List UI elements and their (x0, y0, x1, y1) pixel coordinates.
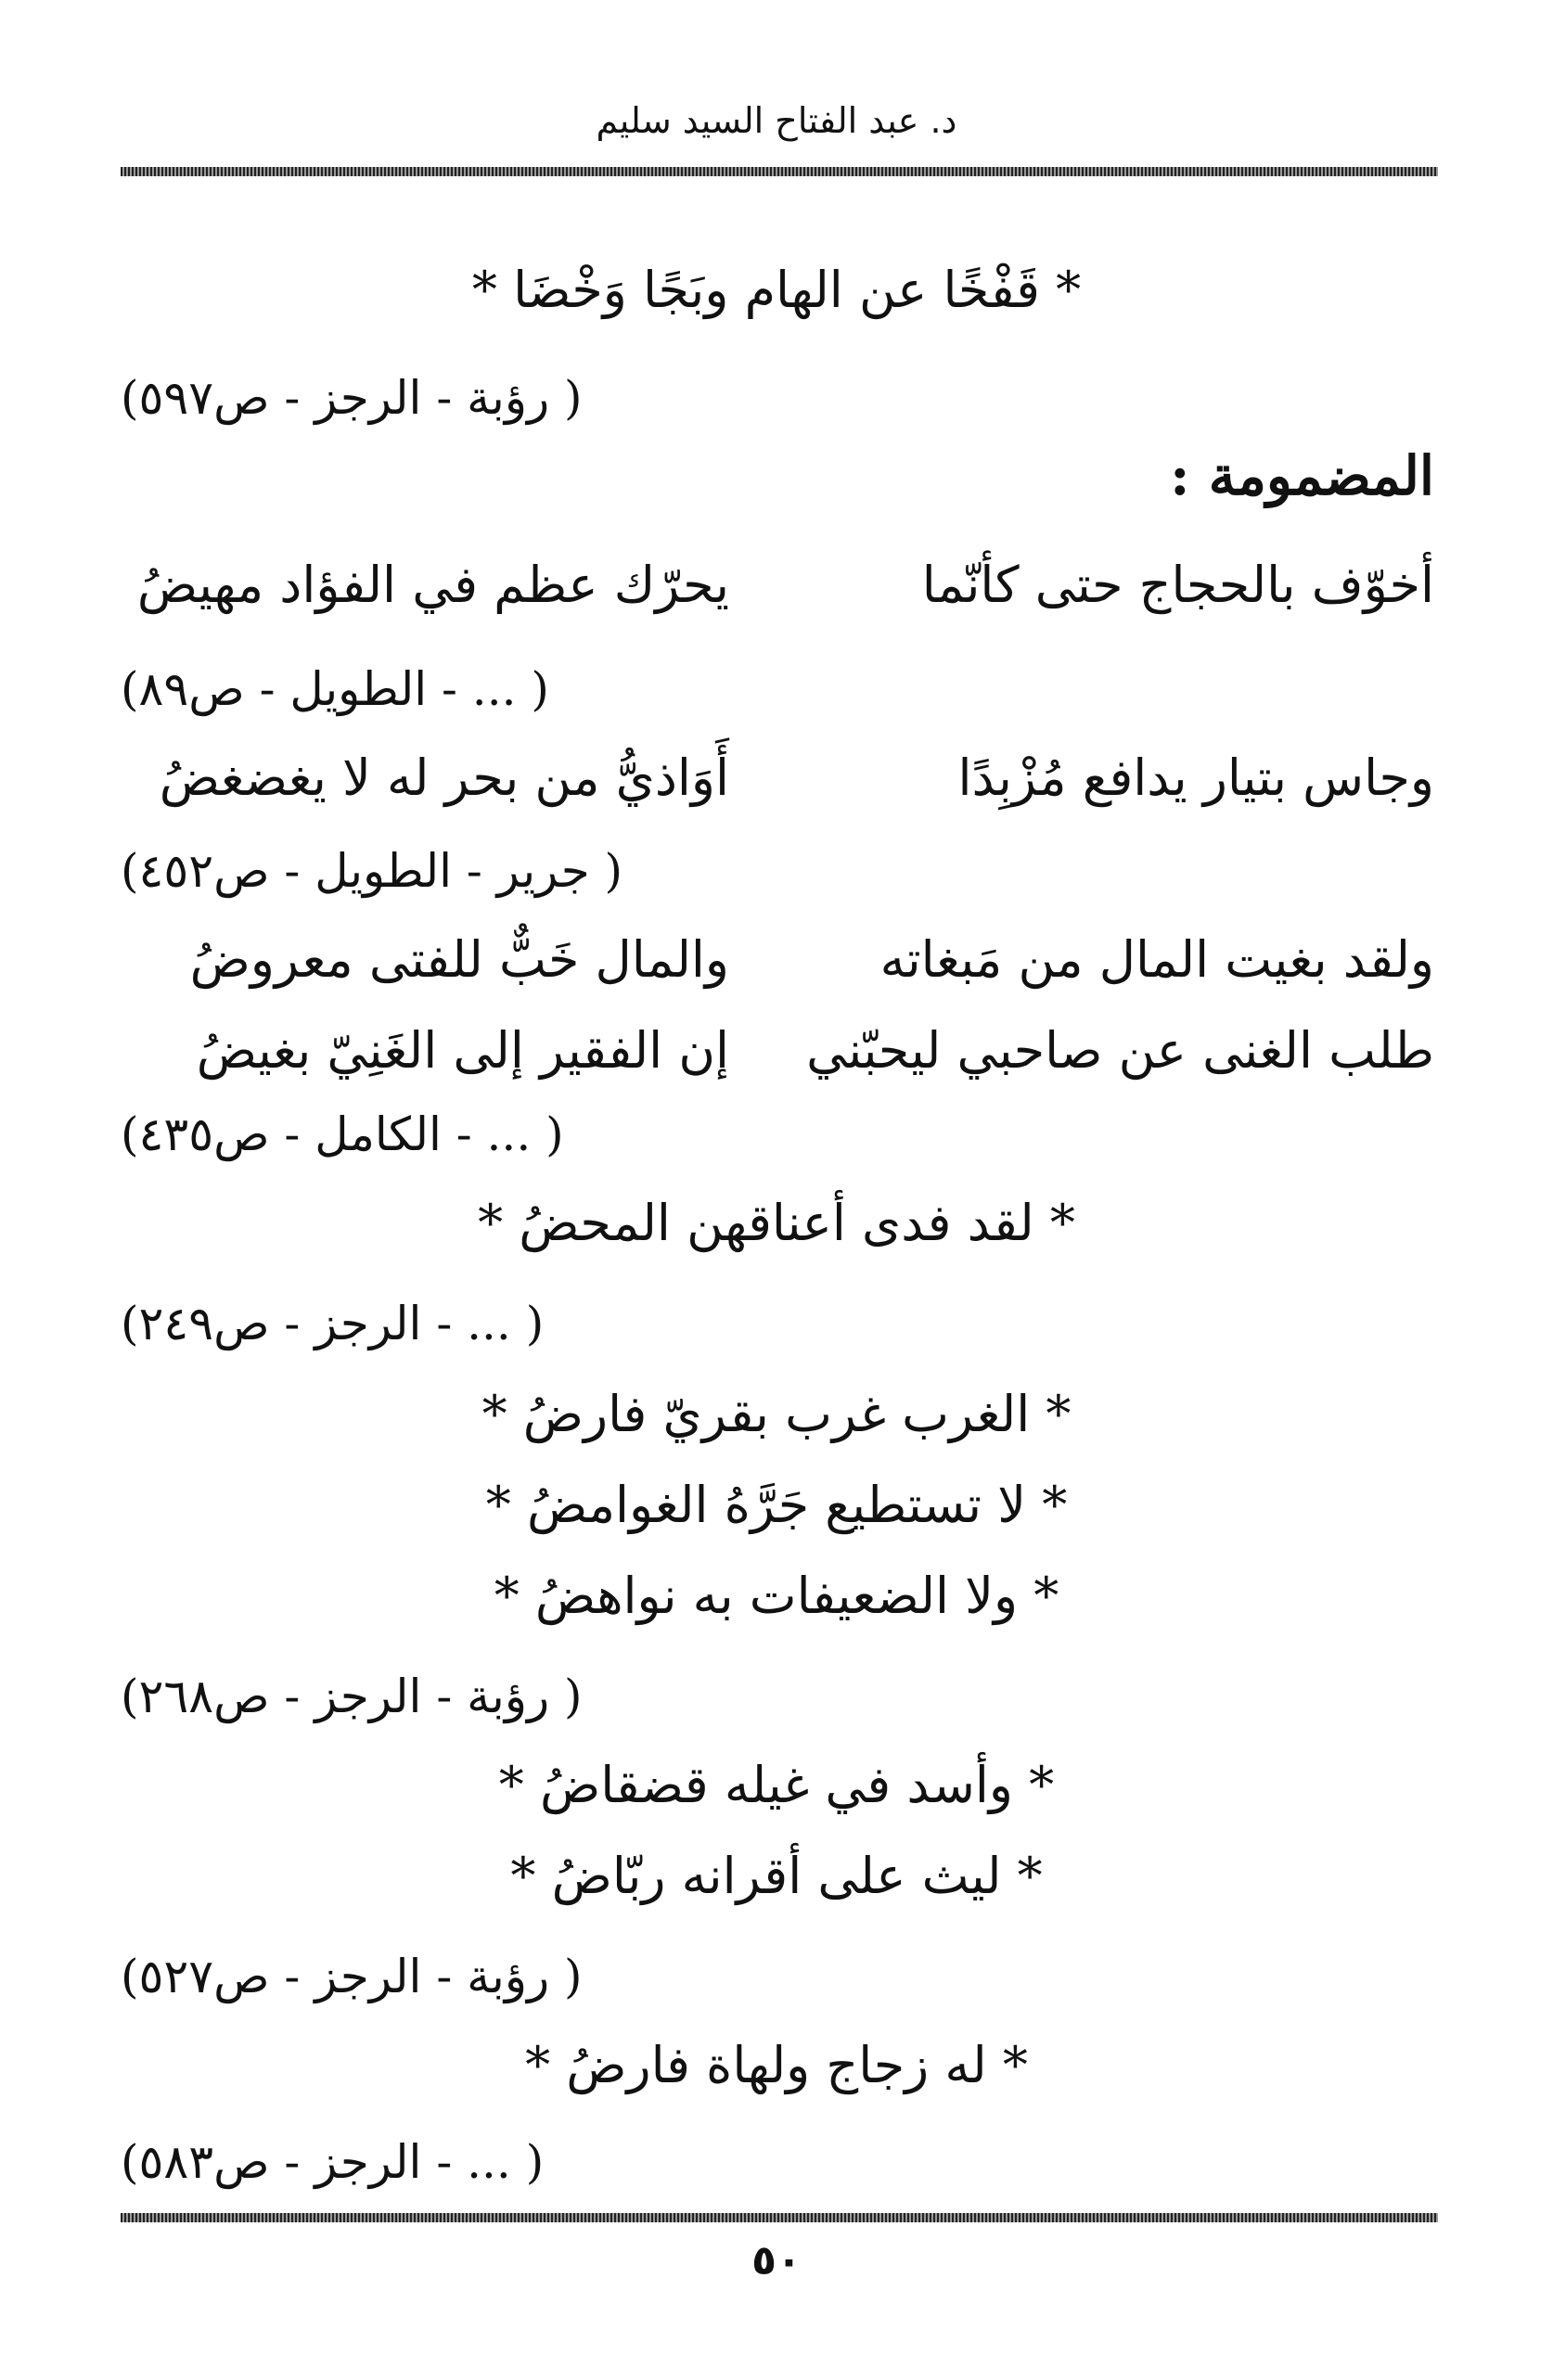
header-rule (121, 167, 1438, 176)
citation: ( ... - الرجز - ص٥٨٣) (121, 2135, 545, 2189)
verse-line: * قَفْخًا عن الهام وبَجًا وَخْضَا * (471, 261, 1082, 319)
running-header: د. عبد الفتاح السيد سليم (596, 100, 957, 141)
verse-line: * ولا الضعيفات به نواهضُ * (494, 1567, 1059, 1625)
verse-line: * له زجاج ولهاة فارضُ * (525, 2036, 1028, 2094)
citation: ( رؤبة - الرجز - ص٥٢٧) (121, 1950, 583, 2003)
verse-line: * لا تستطيع جَرَّهُ الغوامضُ * (485, 1476, 1068, 1534)
verse-hemistich-first: أخوّف بالحجاج حتى كأنّما (921, 556, 1434, 614)
citation: ( رؤبة - الرجز - ص٢٦٨) (121, 1670, 583, 1723)
verse-hemistich-second: يحرّك عظم في الفؤاد مهيضُ (136, 556, 729, 614)
citation: ( جرير - الطويل - ص٤٥٢) (121, 844, 623, 898)
verse-hemistich-first: ولقد بغيت المال من مَبغاته (879, 930, 1434, 989)
citation: ( ... - الطويل - ص٨٩) (121, 662, 549, 716)
citation: ( رؤبة - الرجز - ص٥٩٧) (121, 371, 583, 425)
citation: ( ... - الكامل - ص٤٣٥) (121, 1107, 564, 1161)
verse-line: * ليث على أقرانه ربّاضُ * (510, 1847, 1043, 1905)
verse-hemistich-second: أَوَاذيُّ من بحر له لا يغضغضُ (159, 749, 729, 807)
citation: ( ... - الرجز - ص٢٤٩) (121, 1297, 545, 1350)
verse-line: * وأسد في غيله قضقاضُ * (498, 1756, 1055, 1814)
verse-hemistich-first: وجاس بتيار يدافع مُزْبِدًا (957, 749, 1434, 807)
verse-hemistich-second: والمال خَبٌّ للفتى معروضُ (189, 930, 729, 989)
page-number: ٥٠ (751, 2237, 802, 2284)
verse-line: * لقد فدى أعناقهن المحضُ * (478, 1194, 1075, 1252)
verse-line: * الغرب غرب بقريّ فارضُ * (481, 1385, 1072, 1443)
section-heading: المضمومة : (1170, 444, 1434, 507)
verse-hemistich-first: طلب الغنى عن صاحبي ليحبّني (806, 1021, 1434, 1080)
verse-hemistich-second: إن الفقير إلى الغَنِيّ بغيضُ (196, 1021, 729, 1080)
footer-rule (121, 2213, 1438, 2222)
